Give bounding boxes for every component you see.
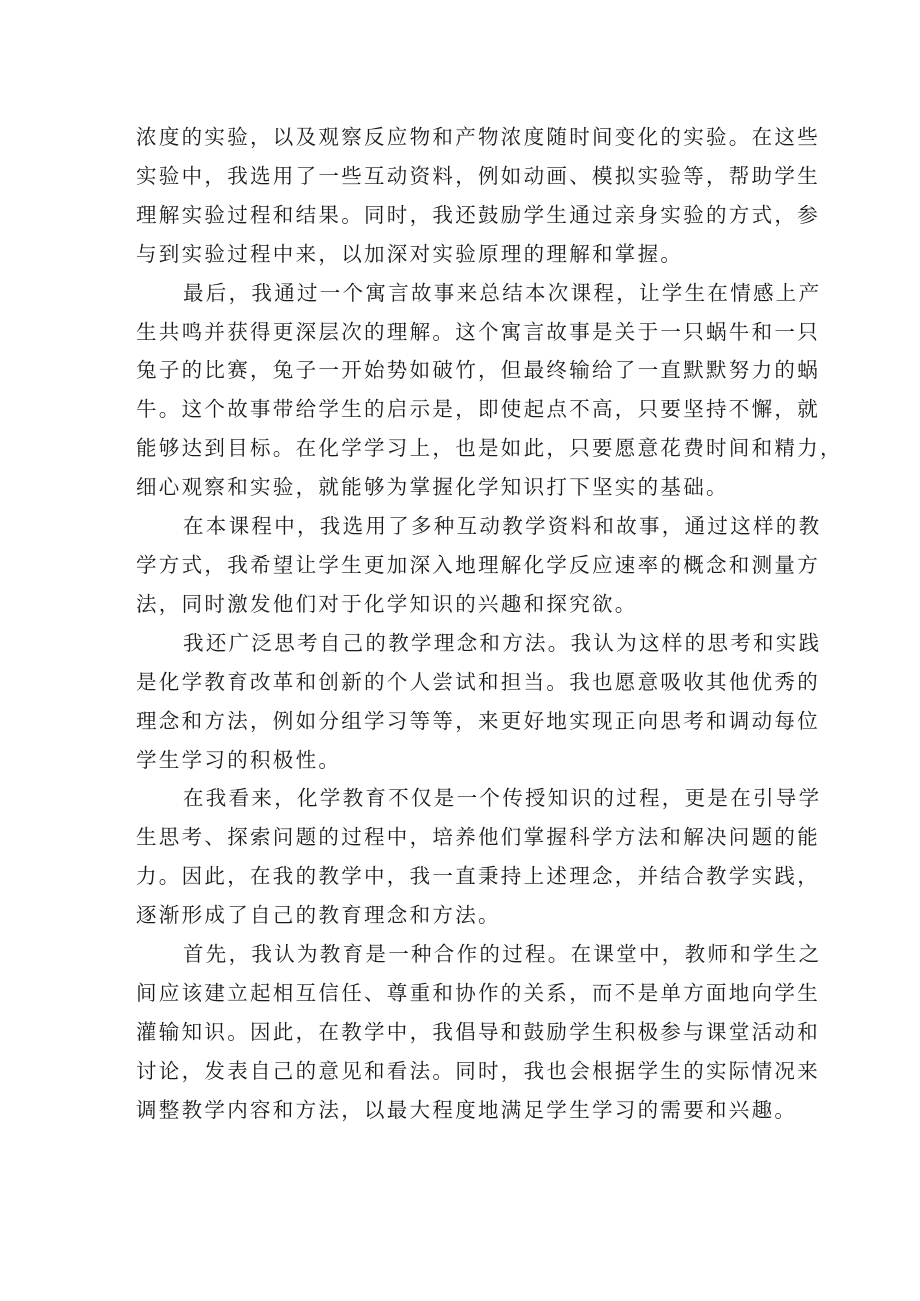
- text-line: 讨论，发表自己的意见和看法。同时，我也会根据学生的实际情况来: [136, 1058, 820, 1083]
- text-line: 学方式，我希望让学生更加深入地理解化学反应速率的概念和测量方: [136, 552, 820, 577]
- text-line: 能够达到目标。在化学学习上，也是如此，只要愿意花费时间和精力，: [136, 436, 843, 461]
- paragraph-6: [136, 935, 822, 1130]
- text-line: 在我看来，化学教育不仅是一个传授知识的过程，更是在引导学: [183, 786, 822, 811]
- text-line: 间应该建立起相互信任、尊重和协作的关系，而不是单方面地向学生: [136, 980, 820, 1005]
- paragraph-3: [136, 507, 822, 624]
- text-line: 理解实验过程和结果。同时，我还鼓励学生通过亲身实验的方式，参: [136, 202, 820, 227]
- text-line: 力。因此，在我的教学中，我一直秉持上述理念，并结合教学实践，: [136, 864, 820, 889]
- paragraph-2: [136, 274, 843, 507]
- text-line: 在本课程中，我选用了多种互动教学资料和故事，通过这样的教: [183, 514, 822, 539]
- text-line: 理念和方法，例如分组学习等等，来更好地实现正向思考和调动每位: [136, 708, 820, 733]
- paragraph-1: [136, 118, 820, 274]
- text-line: 法，同时激发他们对于化学知识的兴趣和探究欲。: [136, 591, 638, 616]
- text-line: 逐渐形成了自己的教育理念和方法。: [136, 903, 501, 928]
- text-line: 生思考、探索问题的过程中，培养他们掌握科学方法和解决问题的能: [136, 825, 820, 850]
- text-line: 是化学教育改革和创新的个人尝试和担当。我也愿意吸收其他优秀的: [136, 669, 820, 694]
- text-line: 灌输知识。因此，在教学中，我倡导和鼓励学生积极参与课堂活动和: [136, 1019, 820, 1044]
- document-body: [136, 118, 843, 1130]
- text-line: 兔子的比赛，兔子一开始势如破竹，但最终输给了一直默默努力的蜗: [136, 358, 820, 383]
- paragraph-5: [136, 779, 822, 935]
- text-line: 首先，我认为教育是一种合作的过程。在课堂中，教师和学生之: [183, 942, 822, 967]
- text-line: 调整教学内容和方法，以最大程度地满足学生学习的需要和兴趣。: [136, 1097, 798, 1122]
- text-line: 生共鸣并获得更深层次的理解。这个寓言故事是关于一只蜗牛和一只: [136, 319, 820, 344]
- text-line: 细心观察和实验，就能够为掌握化学知识打下坚实的基础。: [136, 475, 729, 500]
- paragraph-4: [136, 624, 822, 780]
- text-line: 实验中，我选用了一些互动资料，例如动画、模拟实验等，帮助学生: [136, 163, 820, 188]
- text-line: 最后，我通过一个寓言故事来总结本次课程，让学生在情感上产: [183, 280, 822, 305]
- text-line: 我还广泛思考自己的教学理念和方法。我认为这样的思考和实践: [183, 630, 822, 655]
- text-line: 与到实验过程中来，以加深对实验原理的理解和掌握。: [136, 241, 684, 266]
- text-line: 学生学习的积极性。: [136, 747, 342, 772]
- text-line: 牛。这个故事带给学生的启示是，即使起点不高，只要坚持不懈，就: [136, 397, 820, 422]
- text-line: 浓度的实验，以及观察反应物和产物浓度随时间变化的实验。在这些: [136, 125, 820, 149]
